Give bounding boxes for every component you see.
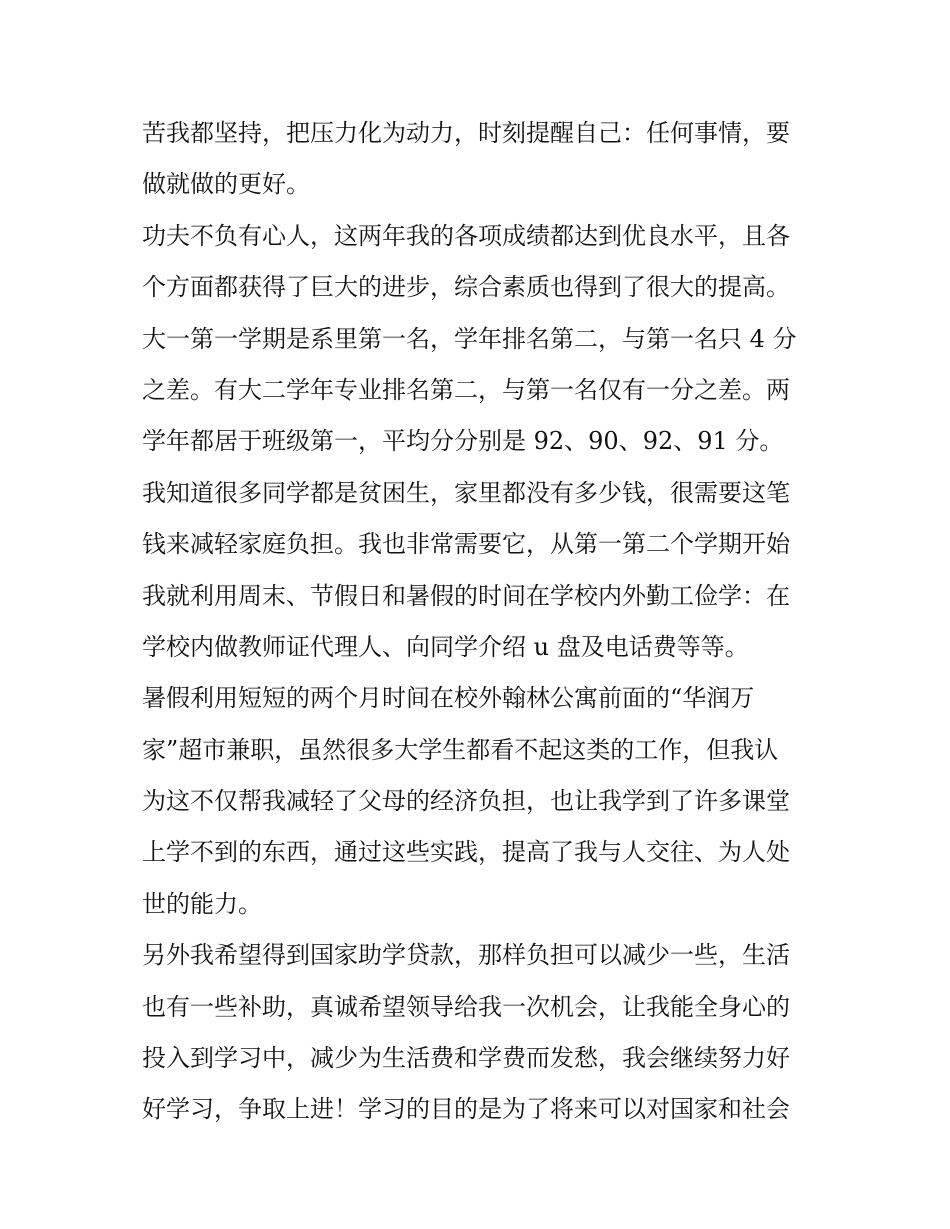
- text-line: 暑假利用短短的两个月时间在校外翰林公寓前面的“华润万: [142, 684, 755, 713]
- text-line: 学年都居于班级第一，平均分分别是 92、90、92、91 分。: [142, 427, 784, 456]
- text-line: 世的能力。: [142, 889, 262, 918]
- text-line: 家”超市兼职，虽然很多大学生都看不起这类的工作，但我认: [142, 735, 779, 764]
- text-line: 另外我希望得到国家助学贷款，那样负担可以减少一些，生活: [142, 941, 790, 970]
- text-line: 个方面都获得了巨大的进步，综合素质也得到了很大的提高。: [142, 273, 790, 302]
- text-line: 苦我都坚持，把压力化为动力，时刻提醒自己：任何事情，要: [142, 119, 790, 147]
- text-line: 我知道很多同学都是贫困生，家里都没有多少钱，很需要这笔: [142, 478, 790, 507]
- text-line: 之差。有大二学年专业排名第二，与第一名仅有一分之差。两: [142, 375, 790, 404]
- text-line: 学校内做教师证代理人、向同学介绍 u 盘及电话费等等。: [142, 632, 749, 661]
- text-line: 也有一些补助，真诚希望领导给我一次机会，让我能全身心的: [142, 992, 790, 1021]
- text-line: 钱来减轻家庭负担。我也非常需要它，从第一第二个学期开始: [142, 530, 790, 559]
- text-line: 做就做的更好。: [142, 170, 310, 199]
- text-line: 投入到学习中，减少为生活费和学费而发愁，我会继续努力好: [142, 1044, 790, 1073]
- document-body: [142, 108, 817, 1136]
- text-line: 功夫不负有心人，这两年我的各项成绩都达到优良水平，且各: [142, 221, 790, 250]
- text-line: 大一第一学期是系里第一名，学年排名第二，与第一名只 4 分: [142, 324, 797, 353]
- text-line: 上学不到的东西，通过这些实践，提高了我与人交往、为人处: [142, 838, 790, 867]
- text-line: 我就利用周末、节假日和暑假的时间在学校内外勤工俭学：在: [142, 581, 790, 610]
- text-line: 为这不仅帮我减轻了父母的经济负担，也让我学到了许多课堂: [142, 787, 790, 816]
- text-line: 好学习，争取上进！学习的目的是为了将来可以对国家和社会: [142, 1095, 790, 1124]
